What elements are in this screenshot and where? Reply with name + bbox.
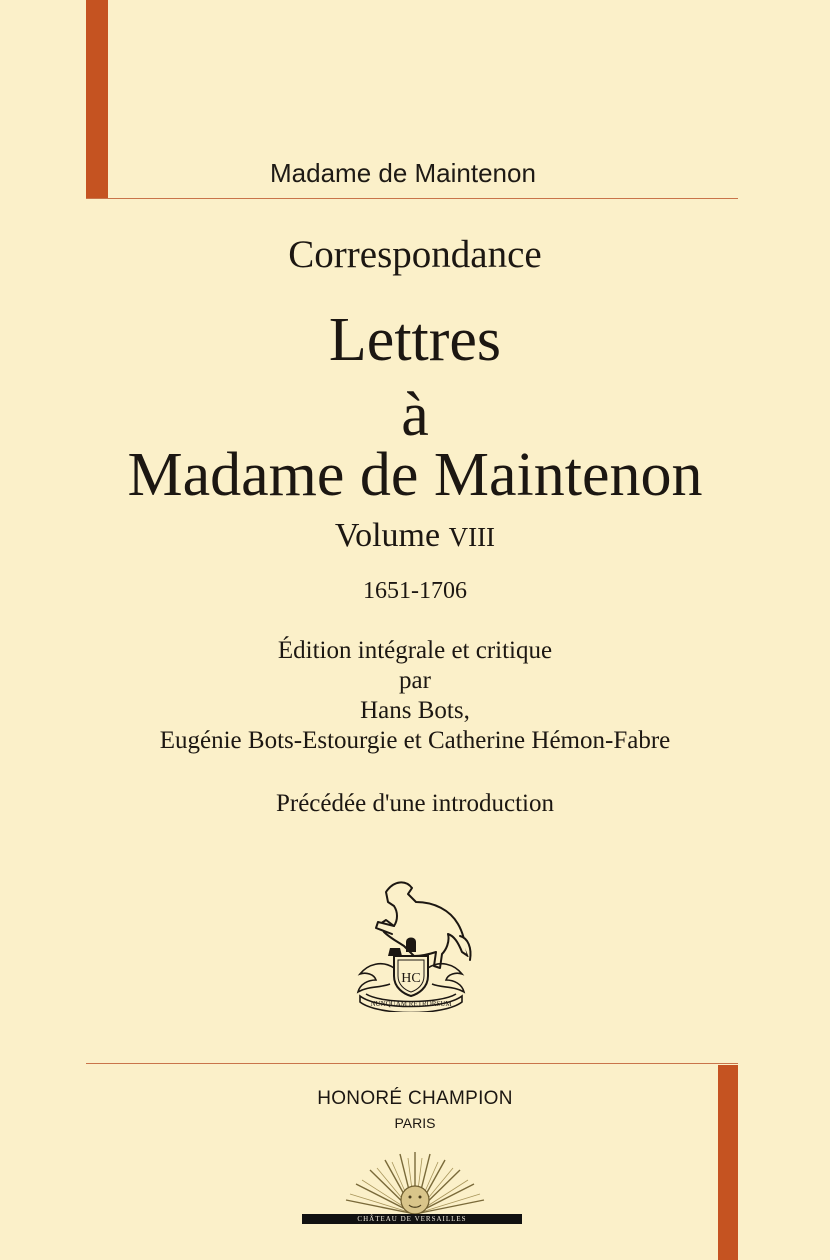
co-editors: Eugénie Bots-Estourgie et Catherine Hémon-Fabre [159,727,671,754]
editor-name: Hans Bots, [360,697,470,724]
logo-initials: HC [401,971,421,986]
date-range: 1651-1706 [363,578,467,604]
sun-emblem [340,1148,490,1216]
introduction-note: Précédée d'une introduction [275,790,554,817]
book-title-line-2: à [401,381,429,449]
book-title-line-3: Madame de Maintenon [127,441,703,509]
logo-motto: NUNQUAM RETRORSUM [370,1000,452,1008]
book-title-line-1: Lettres [328,306,502,374]
publisher-city: PARIS [394,1115,436,1131]
publisher-horse-logo [346,872,476,1012]
publisher-name: HONORÉ CHAMPION [317,1088,513,1109]
volume-label [0,517,830,555]
partner-label: CHÂTEAU DE VERSAILLES [302,1214,522,1224]
edition-by: par [399,667,431,694]
volume-word: Volume [334,517,441,554]
volume-number: VIII [448,522,496,552]
bottom-rule [86,1063,738,1064]
edition-line: Édition intégrale et critique [277,637,553,664]
top-rule [86,198,738,199]
series-title: Correspondance [288,233,542,276]
edition-credits [0,636,830,756]
author-name: Madame de Maintenon [270,158,536,188]
top-accent-bar [86,0,108,198]
